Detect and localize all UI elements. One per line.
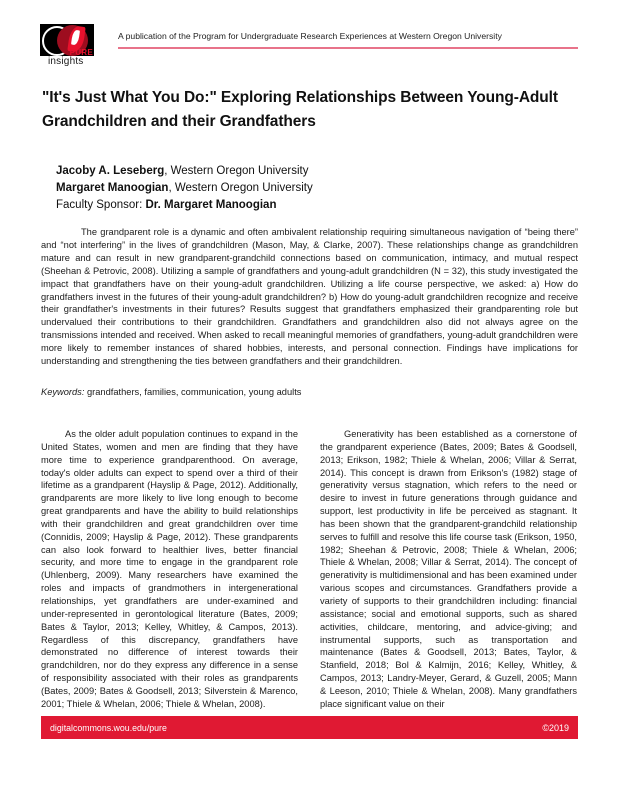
logo-insights-text: insights (48, 56, 84, 67)
author-line (56, 163, 556, 180)
faculty-sponsor-name: Dr. Margaret Manoogian (145, 199, 277, 211)
masthead (40, 24, 578, 74)
footer-bar (41, 716, 578, 739)
keywords-line (41, 387, 578, 397)
body-paragraph: As the older adult population continues to expand in the United States, women and men are finding that they have more time to experience grandparenthood. On average, today's older adults can expect to spend over a third of their lifetime as a grandparent (Hayslip & Page, 2012). Additionally, grandparents are more likely to live long enough to become great grandparents and have the ability to build relationships with their grandchildren and great grandchildren over time (Connidis, 2009; Hayslip & Page, 2012). These grandparents can also look forward to healthier lives, better financial security, and more time to engage in the grandparent role (Uhlenberg, 2009). Many researchers have examined the roles and impacts of grandmothers in intergenerational relationships, yet grandfathers are under-examined and under-represented in gerontological literature (Bates, 2009; Bates & Taylor, 2013; Kelley, Whitley, & Campos, 2013). Regardless of this discrepancy, grandfathers have demonstrated no difference of interest towards their grandchildren, nor do they express any difference in a sense of responsibility associated with their roles as grandparents (Bates, 2009; Bates & Goodsell, 2013; Silverstein & Marenco, 2001; Thiele & Whelan, 2006; Thiele & Whelan, 2008). (41, 429, 298, 709)
faculty-sponsor-line (56, 197, 556, 214)
body-column-left (41, 428, 298, 711)
pure-insights-logo (40, 24, 95, 71)
masthead-tagline: A publication of the Program for Undergraduate Research Experiences at Western Oregon University (118, 31, 502, 41)
page-title: "It's Just What You Do:" Exploring Relationships Between Young-Adult Grandchildren and their Grandfathers (42, 89, 558, 130)
body-column-right (320, 428, 577, 711)
author-name: Jacoby A. Leseberg (56, 165, 165, 177)
logo-pure-text: PURE (69, 48, 93, 56)
logo-mark (40, 24, 94, 56)
footer-url[interactable]: digitalcommons.wou.edu/pure (50, 722, 167, 733)
author-line (56, 180, 556, 197)
abstract-text: The grandparent role is a dynamic and often ambivalent relationship requiring simultaneous navigation of “being there” and “not interfering” in the lives of grandchildren (Mason, May, & Clarke, 2007). These relationships change as grandchildren mature and can result in new grandparent-grandchild connections based on communication, intimacy, and mutual respect (Sheehan & Petrovic, 2008). Utilizing a sample of grandfathers and young-adult grandchildren (N = 32), this study investigated the impact that grandfathers have on their young-adult grandchildren. Utilizing a life course perspective, we asked: a) How do grandfathers invest in the futures of their young-adult grandchildren? b) How do young-adult grandchildren recognize and receive their grandfather's investments in their futures? Results suggest that grandfathers emphasized their grandparenting role but undervalued their contributions to their grandchildren. Grandfathers and grandchildren also did not always agree on the transmissions intended and received. When asked to recall meaningful memories of grandfathers, young-adult grandchildren were more likely to remember instances of shared hobbies, interests, and personal connection. Findings have implications for understanding and strengthening the ties between grandfathers and their grandchildren. (41, 227, 578, 367)
masthead-divider (118, 47, 578, 49)
author-name: Margaret Manoogian (56, 182, 169, 194)
footer-copyright: ©2019 (542, 722, 569, 733)
body-paragraph: Generativity has been established as a cornerstone of the grandparent experience (Bates, 2009; Bates & Goodsell, 2013; Erikson, 1982; Thiele & Whelan, 2006; Villar & Serrat, 2014). This concept is drawn from Erikson's (1982) stage of generativity versus stagnation, which refers to the need or desire to invest in future generations through guidance and support, lest productivity in life be perceived as stagnant. It has been shown that the grandparent-grandchild relationship serves to fulfill and resolve this life course task (Erikson, 1950, 1982; Sheehan & Petrovic, 2008; Thiele & Whelan, 2006; Thiele & Whelan, 2008; Villar & Serrat, 2014). The concept of generativity is multidimensional and has been examined under various scopes and circumstances. Grandfathers provide a variety of supports to their grandchildren including: financial assistance; social and emotional supports, such as shared activities, childcare, mentoring, and advice-giving; and instrumental supports, such as transportation and maintenance (Bates & Goodsell, 2013; Bates, Taylor, & Stanfield, 2018; Bol & Kalmijn, 2016; Kelley, Whitley, & Campos, 2013; Landry-Meyer, Gerard, & Guzell, 2005; Mann & Leeson, 2010; Thiele & Whelan, 2008). Many grandfathers place significant value on their (320, 429, 577, 709)
body-columns (41, 428, 578, 711)
faculty-sponsor-label: Faculty Sponsor: (56, 199, 146, 211)
author-block (56, 163, 556, 214)
keywords-value: grandfathers, families, communication, young adults (84, 387, 302, 397)
author-affiliation: , Western Oregon University (164, 165, 309, 177)
author-affiliation: , Western Oregon University (168, 182, 313, 194)
keywords-label: Keywords: (41, 387, 85, 397)
